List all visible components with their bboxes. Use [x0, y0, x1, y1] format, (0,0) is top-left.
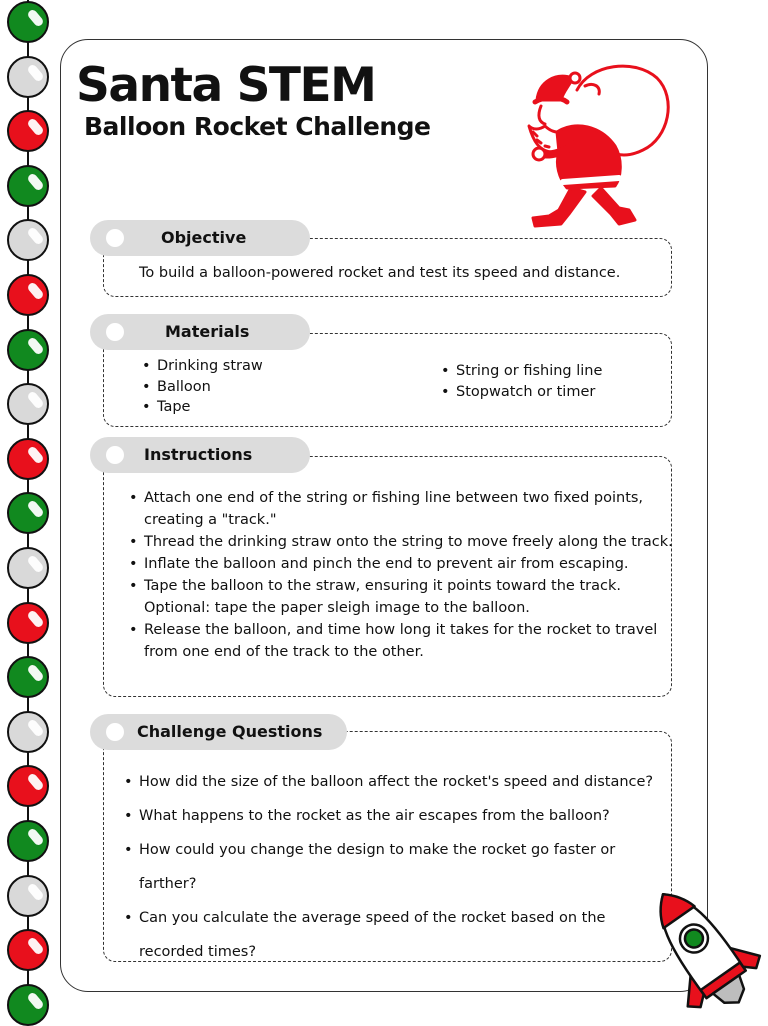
- challenge-header: [90, 714, 347, 750]
- list-item: • Tape: [142, 397, 263, 418]
- page-subtitle: Balloon Rocket Challenge: [84, 112, 431, 141]
- gray-ornament-icon: [7, 875, 49, 917]
- list-item: • Tape the balloon to the straw, ensuring it points toward the track. Optional: tape the paper sleigh image to the balloon.: [129, 575, 673, 619]
- red-ornament-icon: [7, 602, 49, 644]
- bullet-dot-icon: [106, 446, 124, 464]
- instructions-list: [129, 487, 673, 663]
- gray-ornament-icon: [7, 56, 49, 98]
- page-title: Santa STEM: [76, 58, 376, 113]
- green-ornament-icon: [7, 492, 49, 534]
- list-item: • Drinking straw: [142, 356, 263, 377]
- materials-list-right: [441, 361, 602, 402]
- list-item: • Inflate the balloon and pinch the end to prevent air from escaping.: [129, 553, 673, 575]
- gray-ornament-icon: [7, 711, 49, 753]
- list-item: • What happens to the rocket as the air escapes from the balloon?: [124, 799, 653, 833]
- list-item: • How could you change the design to make the rocket go faster or farther?: [124, 833, 653, 901]
- bullet-dot-icon: [106, 323, 124, 341]
- green-ornament-icon: [7, 1, 49, 43]
- list-item: • How did the size of the balloon affect the rocket's speed and distance?: [124, 765, 653, 799]
- materials-list-left: [142, 356, 263, 418]
- red-ornament-icon: [7, 929, 49, 971]
- list-item: • Release the balloon, and time how long it takes for the rocket to travel from one end of the track to the other.: [129, 619, 673, 663]
- objective-text: To build a balloon-powered rocket and test its speed and distance.: [139, 265, 621, 281]
- list-item: • String or fishing line: [441, 361, 602, 382]
- green-ornament-icon: [7, 329, 49, 371]
- materials-label: Materials: [165, 322, 250, 341]
- red-ornament-icon: [7, 765, 49, 807]
- challenge-list: [124, 765, 653, 969]
- list-item: • Can you calculate the average speed of the rocket based on the recorded times?: [124, 901, 653, 969]
- instructions-header: [90, 437, 310, 473]
- objective-label: Objective: [161, 228, 247, 247]
- list-item: • Thread the drinking straw onto the string to move freely along the track.: [129, 531, 673, 553]
- ornament-garland: [0, 0, 56, 1024]
- list-item: • Balloon: [142, 377, 263, 398]
- red-ornament-icon: [7, 438, 49, 480]
- challenge-label: Challenge Questions: [137, 722, 323, 741]
- list-item: • Attach one end of the string or fishing line between two fixed points, creating a "track.": [129, 487, 673, 531]
- objective-header: [90, 220, 310, 256]
- gray-ornament-icon: [7, 219, 49, 261]
- gray-ornament-icon: [7, 383, 49, 425]
- materials-header: [90, 314, 310, 350]
- green-ornament-icon: [7, 165, 49, 207]
- bullet-dot-icon: [106, 229, 124, 247]
- santa-with-sack-icon: [515, 60, 675, 232]
- red-ornament-icon: [7, 274, 49, 316]
- instructions-label: Instructions: [144, 445, 253, 464]
- rocket-icon: [640, 878, 764, 1022]
- gray-ornament-icon: [7, 547, 49, 589]
- green-ornament-icon: [7, 984, 49, 1026]
- green-ornament-icon: [7, 656, 49, 698]
- red-ornament-icon: [7, 110, 49, 152]
- bullet-dot-icon: [106, 723, 124, 741]
- green-ornament-icon: [7, 820, 49, 862]
- list-item: • Stopwatch or timer: [441, 382, 602, 403]
